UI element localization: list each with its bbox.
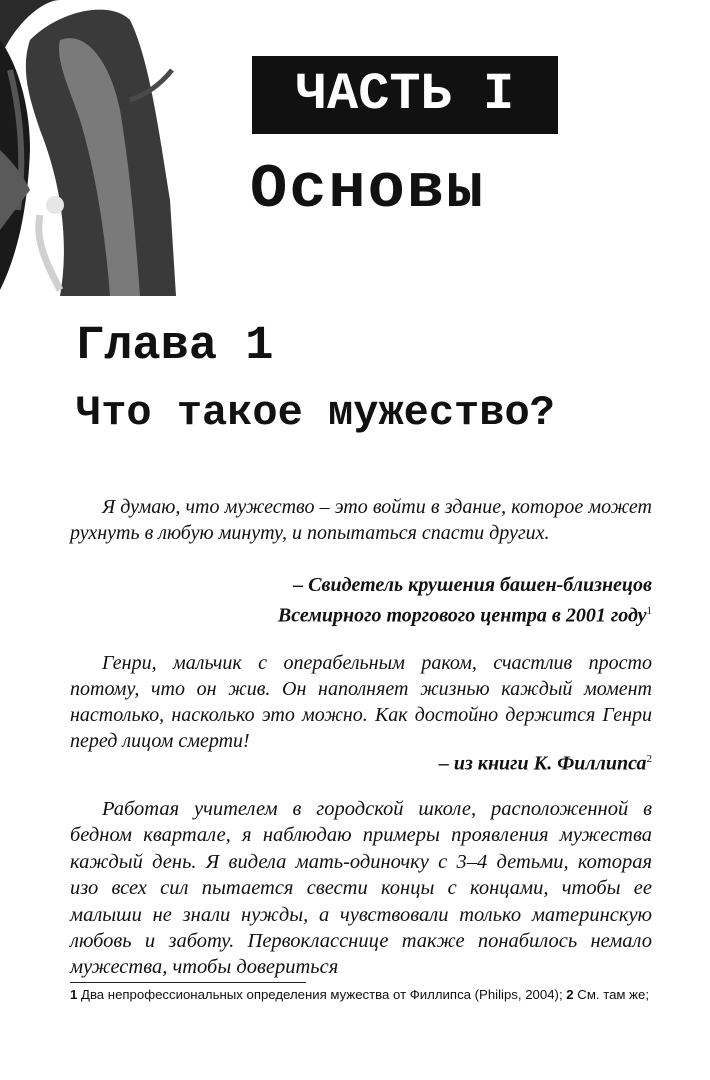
chapter-number: Глава 1 [76,320,274,373]
footnote-1-text: Два непрофессиональных определения мужества от Филлипса (Philips, 2004); [77,987,567,1002]
epigraph-quote-2 [70,650,652,754]
footnotes [70,986,660,1003]
footnote-divider [70,982,306,983]
footnote-ref-2: 2 [646,753,652,765]
epigraph-quote-2-text: Генри, мальчик с операбельным раком, счастлив просто потому, что он жив. Он наполняет жизнью каждый момент настолько, насколько это можно. Как достойно держится Генри перед лицом смерти! [70,652,652,752]
epigraph-attribution-2 [439,746,652,777]
epigraph-attribution-2-text: – из книги К. Филлипса [438,752,647,775]
body-paragraph: Работая учителем в городской школе, расположенной в бедном квартале, я наблюдаю примеры проявления мужества каждый день. Я видела мать-одиночку с 3–4 детьми, которая изо всех сил пытается свести концы с концами, чтобы ее малыши не знали нужды, а чувствовали только материнскую любовь и заботу. Первокласснице также понабилось немало мужества, чтобы довериться [70,798,652,979]
dancer-photo [0,0,176,296]
chapter-title: Что такое мужество? [76,389,555,437]
epigraph-attribution-1-line1: – Свидетель крушения башен-близнецов [293,574,652,596]
epigraph-attribution-1 [278,572,652,629]
part-title: Основы [250,154,486,225]
epigraph-quote-1 [70,494,652,546]
epigraph-attribution-1-line2: Всемирного торгового центра в 2001 году [277,604,647,627]
footnote-1-number: 1 [70,987,78,1002]
part-label: ЧАСТЬ I [252,56,558,134]
epigraph-quote-1-text: Я думаю, что мужество – это войти в здание, которое может рухнуть в любую минуту, и попытаться спасти других. [70,496,652,544]
footnote-ref-1: 1 [646,605,652,617]
footnote-2-text: См. там же; [573,987,649,1002]
footnote-2-number: 2 [566,987,574,1002]
